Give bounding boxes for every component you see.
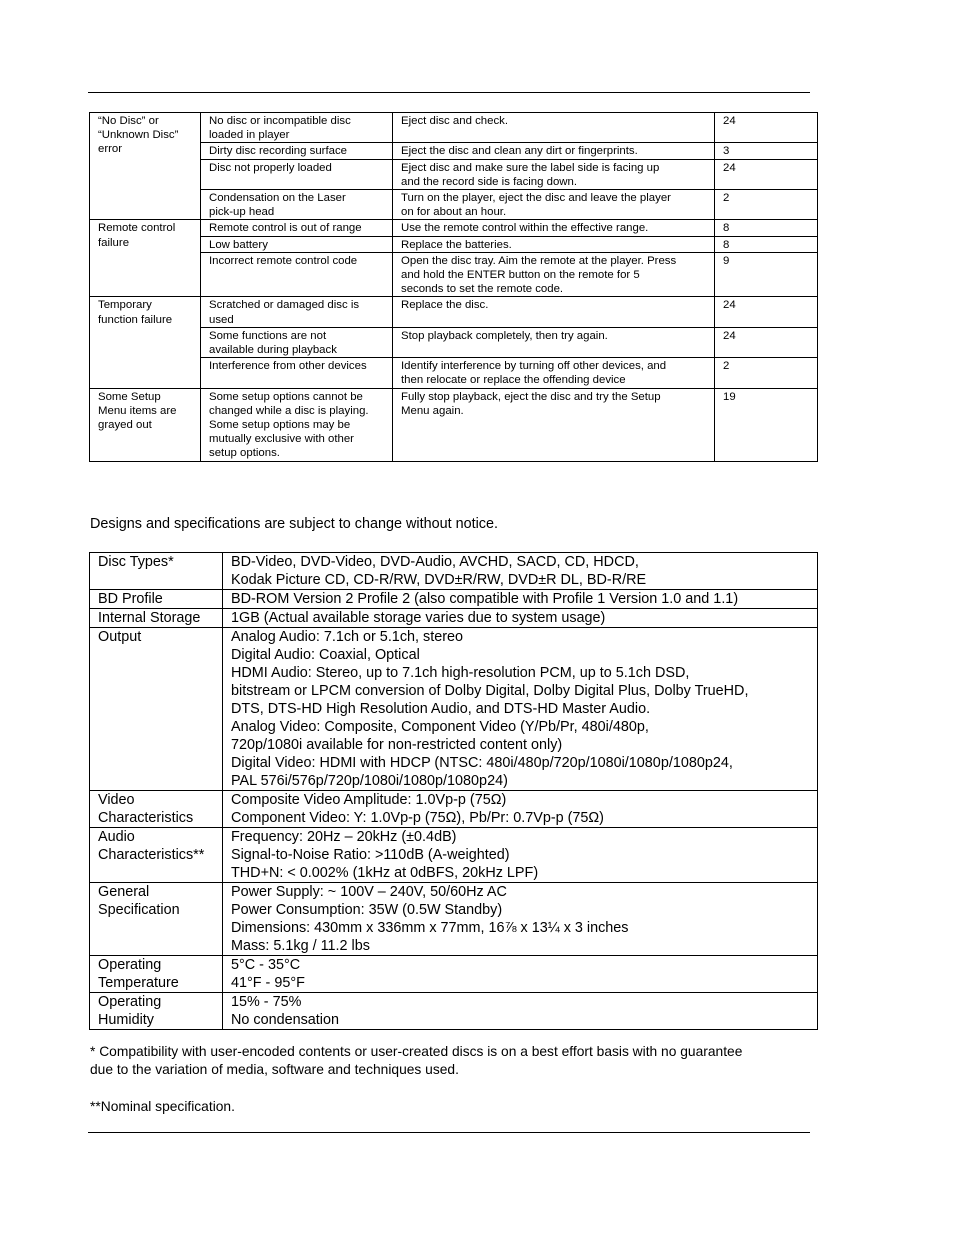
spec-value — [223, 883, 818, 956]
cause-cell — [201, 358, 393, 388]
solution-text: and the record side is facing down. — [401, 175, 578, 188]
spec-label-text: BD Profile — [98, 591, 163, 607]
cause-text: Low battery — [209, 238, 268, 251]
solution-cell — [393, 327, 715, 357]
cause-cell — [201, 297, 393, 327]
spec-label — [90, 956, 223, 993]
solution-cell — [393, 113, 715, 143]
solution-cell — [393, 297, 715, 327]
spec-value-text: Frequency: 20Hz – 20kHz (±0.4dB) — [231, 829, 457, 845]
page-cell: 2 — [715, 190, 818, 220]
spec-value-text: 5°C - 35°C — [231, 957, 301, 973]
cause-text: loaded in player — [209, 129, 290, 142]
spec-value — [223, 553, 818, 590]
cause-text: used — [209, 313, 234, 326]
solution-text: on for about an hour. — [401, 206, 507, 219]
spec-label — [90, 553, 223, 590]
problem-cell — [90, 220, 201, 297]
spec-label-text: Temperature — [98, 975, 179, 991]
spec-label-text: Operating — [98, 994, 162, 1010]
solution-cell — [393, 388, 715, 461]
page-cell: 9 — [715, 252, 818, 297]
cause-text: changed while a disc is playing. — [209, 404, 369, 417]
spec-row — [90, 590, 818, 609]
solution-cell — [393, 236, 715, 252]
spec-row — [90, 628, 818, 791]
problem-text: Menu items are — [98, 404, 177, 417]
spec-value-text: No condensation — [231, 1012, 340, 1028]
footnote-compatibility — [90, 1043, 810, 1079]
spec-value-text: THD+N: < 0.002% (1kHz at 0dBFS, 20kHz LPF) — [231, 865, 539, 881]
solution-text: Eject the disc and clean any dirt or fingerprints. — [401, 145, 638, 158]
spec-row — [90, 883, 818, 956]
cause-cell — [201, 327, 393, 357]
specifications-table — [89, 552, 818, 1030]
spec-value-text: DTS, DTS-HD High Resolution Audio, and DTS-HD Master Audio. — [231, 701, 651, 717]
spec-label-text: Operating — [98, 957, 162, 973]
solution-cell — [393, 252, 715, 297]
spec-value — [223, 993, 818, 1030]
solution-text: Open the disc tray. Aim the remote at the player. Press — [401, 254, 677, 267]
solution-text: Identify interference by turning off other devices, and — [401, 360, 667, 373]
problem-text: grayed out — [98, 419, 152, 432]
spec-label-text: Disc Types* — [98, 554, 174, 570]
page-cell: 8 — [715, 236, 818, 252]
problem-cell — [90, 297, 201, 388]
spec-row — [90, 553, 818, 590]
solution-cell — [393, 220, 715, 236]
spec-value-text: Mass: 5.1kg / 11.2 lbs — [231, 938, 370, 954]
spec-label-text: Output — [98, 629, 142, 645]
spec-value-text: 1GB (Actual available storage varies due to system usage) — [231, 610, 606, 626]
cause-text: Some functions are not — [209, 329, 327, 342]
spec-value — [223, 828, 818, 883]
footer-rule — [88, 1132, 810, 1133]
problem-text: failure — [98, 236, 130, 249]
problem-cell — [90, 113, 201, 220]
solution-cell — [393, 143, 715, 159]
spec-row — [90, 828, 818, 883]
spec-value-text: Digital Video: HDMI with HDCP (NTSC: 480i/480p/720p/1080i/1080p/1080p24, — [231, 755, 733, 771]
cause-cell — [201, 113, 393, 143]
spec-value-text: Kodak Picture CD, CD-R/RW, DVD±R/RW, DVD±R DL, BD-R/RE — [231, 572, 647, 588]
page-cell: 2 — [715, 358, 818, 388]
table-row — [90, 297, 818, 327]
solution-text: then relocate or replace the offending device — [401, 374, 626, 387]
cause-cell — [201, 236, 393, 252]
cause-text: mutually exclusive with other — [209, 433, 354, 446]
spec-label — [90, 993, 223, 1030]
spec-label — [90, 590, 223, 609]
spec-value-text: BD-ROM Version 2 Profile 2 (also compatible with Profile 1 Version 1.0 and 1.1) — [231, 591, 739, 607]
cause-text: Some setup options cannot be — [209, 390, 363, 403]
cause-cell — [201, 388, 393, 461]
cause-cell — [201, 143, 393, 159]
problem-cell — [90, 388, 201, 461]
problem-text: Some Setup — [98, 390, 161, 403]
spec-value — [223, 609, 818, 628]
footnote-line: due to the variation of media, software and techniques used. — [90, 1062, 459, 1077]
spec-row — [90, 993, 818, 1030]
cause-text: Some setup options may be — [209, 419, 351, 432]
solution-cell — [393, 358, 715, 388]
spec-value-text: HDMI Audio: Stereo, up to 7.1ch high-resolution PCM, up to 5.1ch DSD, — [231, 665, 690, 681]
cause-text: pick-up head — [209, 206, 275, 219]
solution-text: and hold the ENTER button on the remote for 5 — [401, 269, 640, 282]
problem-text: “No Disc” or — [98, 115, 159, 127]
solution-text: Menu again. — [401, 404, 464, 417]
solution-text: Replace the batteries. — [401, 238, 512, 251]
spec-label — [90, 883, 223, 956]
problem-text: Temporary — [98, 299, 152, 312]
spec-label-text: Audio — [98, 829, 135, 845]
problem-text: Remote control — [98, 222, 176, 235]
cause-text: setup options. — [209, 447, 280, 460]
page-cell: 24 — [715, 159, 818, 189]
cause-text: Condensation on the Laser — [209, 192, 346, 205]
footnote-nominal — [90, 1098, 810, 1116]
spec-value-text: Component Video: Y: 1.0Vp-p (75Ω), Pb/Pr: 0.7Vp-p (75Ω) — [231, 810, 604, 826]
page-cell: 19 — [715, 388, 818, 461]
cause-cell — [201, 220, 393, 236]
spec-label-text: Humidity — [98, 1012, 154, 1028]
spec-row — [90, 956, 818, 993]
cause-cell — [201, 190, 393, 220]
solution-text: seconds to set the remote code. — [401, 283, 564, 296]
spec-label-text: Characteristics — [98, 810, 194, 826]
page-cell: 24 — [715, 297, 818, 327]
solution-text: Turn on the player, eject the disc and leave the player — [401, 192, 671, 205]
cause-text: Dirty disc recording surface — [209, 145, 348, 158]
spec-label-text: Specification — [98, 902, 180, 918]
spec-label — [90, 791, 223, 828]
spec-label-text: Internal Storage — [98, 610, 201, 626]
spec-row — [90, 609, 818, 628]
spec-value-text: Analog Audio: 7.1ch or 5.1ch, stereo — [231, 629, 464, 645]
header-rule — [88, 92, 810, 93]
spec-value-text: Power Supply: ~ 100V – 240V, 50/60Hz AC — [231, 884, 507, 900]
cause-cell — [201, 159, 393, 189]
solution-text: Stop playback completely, then try again. — [401, 329, 608, 342]
spec-value — [223, 590, 818, 609]
spec-value-text: 720p/1080i available for non-restricted content only) — [231, 737, 563, 753]
table-row — [90, 388, 818, 461]
cause-text: Scratched or damaged disc is — [209, 299, 360, 312]
solution-cell — [393, 159, 715, 189]
spec-label-text: Video — [98, 792, 135, 808]
spec-value-text: Digital Audio: Coaxial, Optical — [231, 647, 420, 663]
solution-text: Use the remote control within the effective range. — [401, 222, 649, 235]
spec-value-text: Composite Video Amplitude: 1.0Vp-p (75Ω) — [231, 792, 507, 808]
spec-row — [90, 791, 818, 828]
spec-value-text: 15% - 75% — [231, 994, 302, 1010]
solution-text: Replace the disc. — [401, 299, 489, 312]
spec-value-text: bitstream or LPCM conversion of Dolby Digital, Dolby Digital Plus, Dolby TrueHD, — [231, 683, 749, 699]
spec-value-text: Dimensions: 430mm x 336mm x 77mm, 16⅞ x 13¼ x 3 inches — [231, 920, 629, 936]
spec-value-text: Signal-to-Noise Ratio: >110dB (A-weighted) — [231, 847, 510, 863]
footnote-line: **Nominal specification. — [90, 1099, 235, 1114]
solution-text: Eject disc and make sure the label side is facing up — [401, 161, 660, 174]
problem-text: function failure — [98, 313, 173, 326]
spec-label — [90, 628, 223, 791]
spec-value-text: PAL 576i/576p/720p/1080i/1080p/1080p24) — [231, 773, 508, 789]
spec-label-text: Characteristics** — [98, 847, 205, 863]
cause-text: Interference from other devices — [209, 360, 367, 373]
spec-label — [90, 828, 223, 883]
page-cell: 3 — [715, 143, 818, 159]
page-cell: 24 — [715, 327, 818, 357]
cause-text: available during playback — [209, 344, 337, 357]
spec-label-text: General — [98, 884, 150, 900]
spec-value-text: Power Consumption: 35W (0.5W Standby) — [231, 902, 503, 918]
problem-text: error — [98, 143, 123, 156]
solution-text: Eject disc and check. — [401, 115, 508, 127]
cause-text: Remote control is out of range — [209, 222, 362, 235]
solution-text: Fully stop playback, eject the disc and try the Setup — [401, 390, 661, 403]
spec-value-text: Analog Video: Composite, Component Video (Y/Pb/Pr, 480i/480p, — [231, 719, 649, 735]
spec-value — [223, 791, 818, 828]
page-cell: 24 — [715, 113, 818, 143]
page-cell: 8 — [715, 220, 818, 236]
cause-text: Incorrect remote control code — [209, 254, 358, 267]
table-row — [90, 113, 818, 143]
spec-label — [90, 609, 223, 628]
notice-text: Designs and specifications are subject to change without notice. — [90, 516, 498, 532]
table-row — [90, 220, 818, 236]
spec-value — [223, 628, 818, 791]
spec-value-text: BD-Video, DVD-Video, DVD-Audio, AVCHD, SACD, CD, HDCD, — [231, 554, 639, 570]
spec-value-text: 41°F - 95°F — [231, 975, 305, 991]
footnote-line: * Compatibility with user-encoded contents or user-created discs is on a best effort basis with no guarantee — [90, 1044, 743, 1059]
solution-cell — [393, 190, 715, 220]
cause-text: No disc or incompatible disc — [209, 115, 351, 127]
spec-value — [223, 956, 818, 993]
problem-text: “Unknown Disc” — [98, 129, 179, 142]
troubleshooting-table — [89, 112, 818, 462]
cause-text: Disc not properly loaded — [209, 161, 332, 174]
cause-cell — [201, 252, 393, 297]
